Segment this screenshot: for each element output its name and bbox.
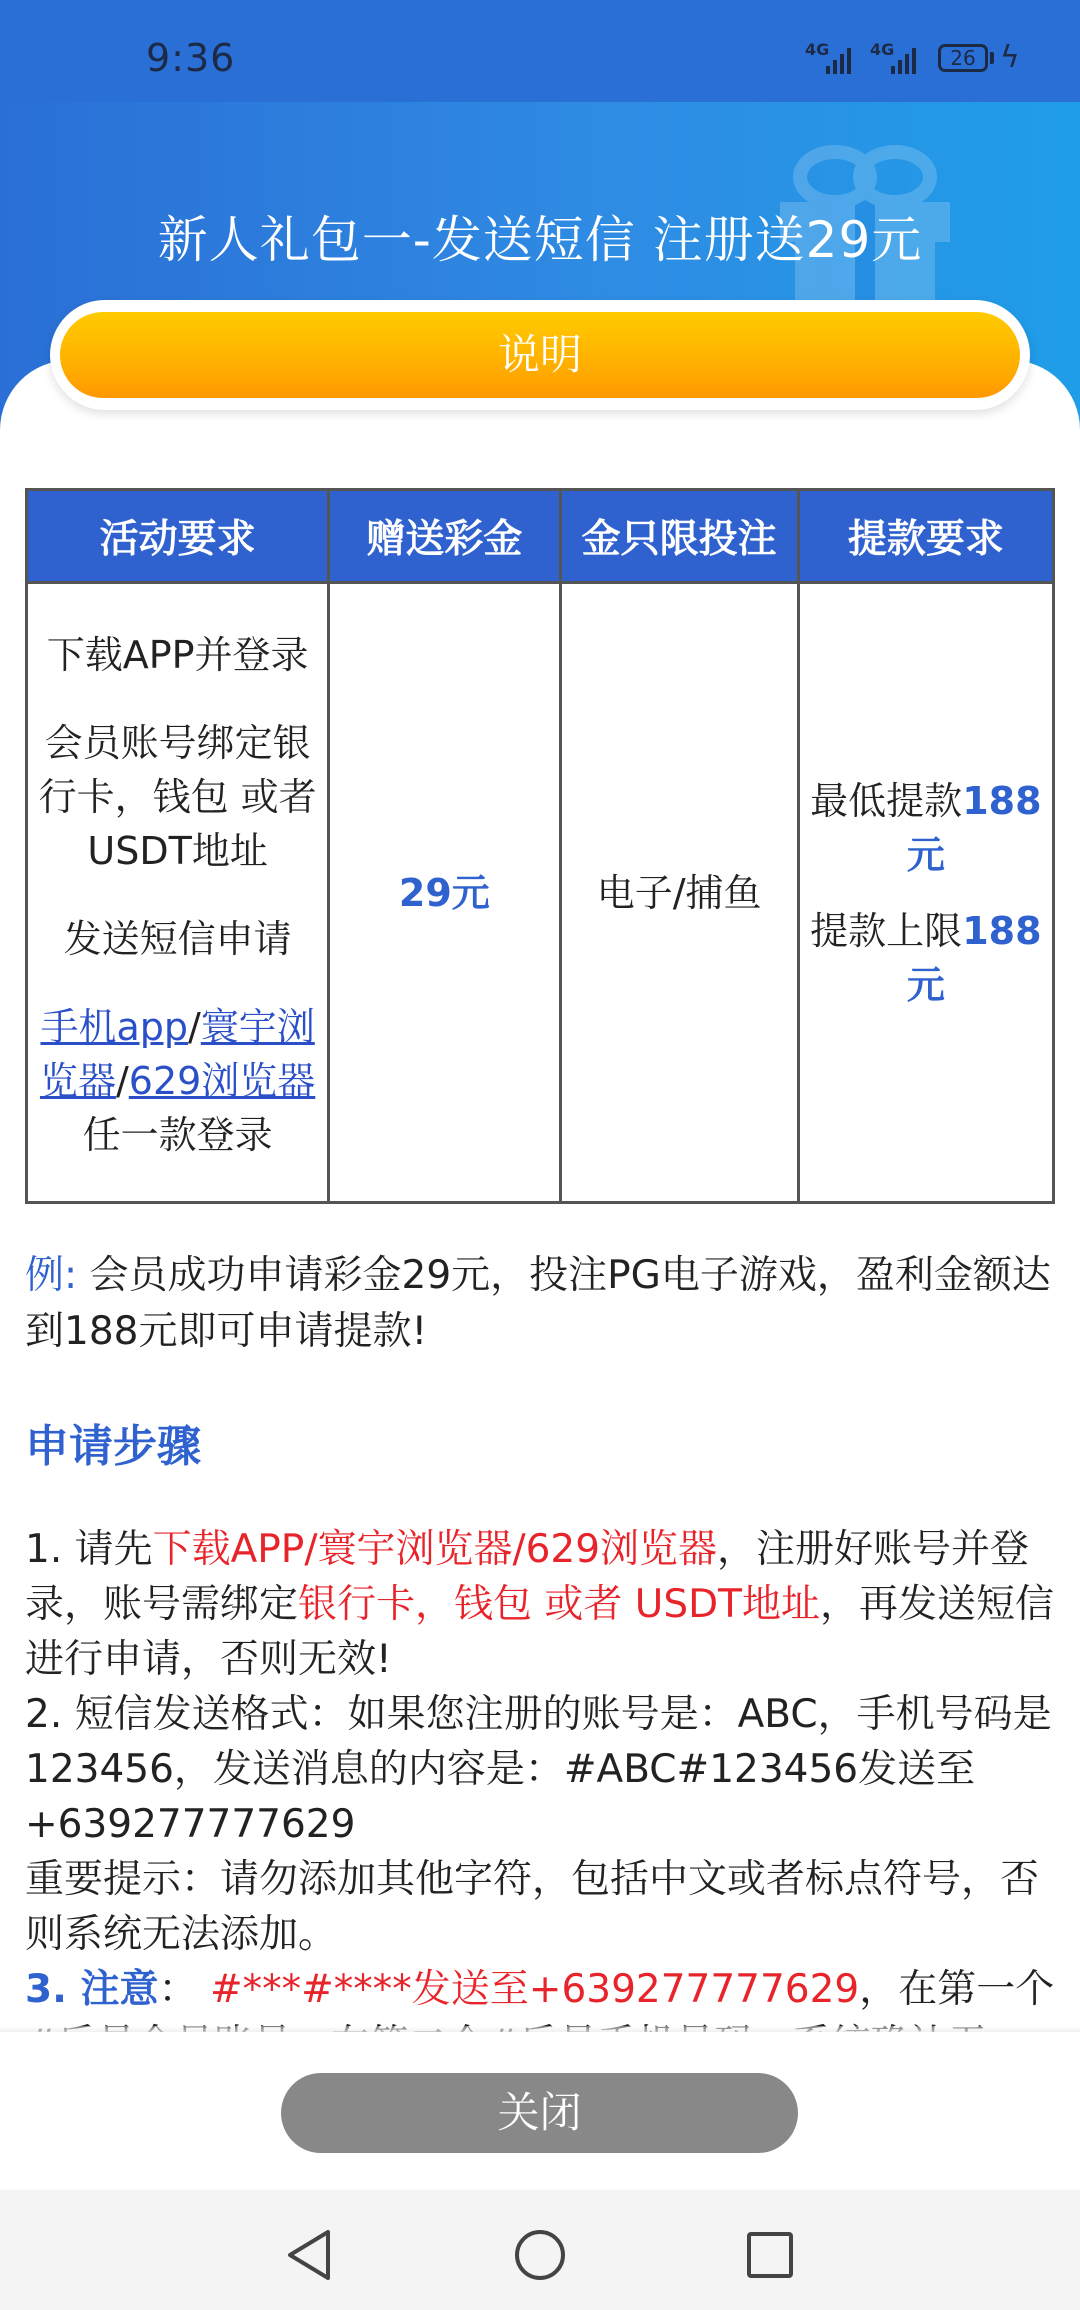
charging-icon: ϟ xyxy=(1000,40,1020,75)
example-body: 会员成功申请彩金29元，投注PG电子游戏，盈利金额达到188元即可申请提款! xyxy=(25,1253,1051,1354)
header-bonus: 赠送彩金 xyxy=(329,490,560,583)
signal-bars-icon xyxy=(826,44,856,74)
home-icon[interactable] xyxy=(513,2228,567,2282)
example-text xyxy=(25,1248,1055,1360)
withdraw-min-label: 最低提款 xyxy=(810,778,963,823)
step-2: 2. 短信发送格式：如果您注册的账号是：ABC，手机号码是123456，发送消息的内容是：#ABC#123456发送至+639277777629 xyxy=(25,1692,1052,1847)
battery-tip xyxy=(990,52,994,64)
step-3-text: ，在第一个 xyxy=(859,1967,1055,2012)
step-3-highlight: #***#****发送至+639277777629 xyxy=(209,1967,860,2012)
table-row xyxy=(27,583,1054,1203)
header-withdraw: 提款要求 xyxy=(798,490,1053,583)
link-mobile-app[interactable]: 手机app xyxy=(40,1004,188,1049)
signal-label-2: 4G xyxy=(870,40,895,59)
step-1-text: ，注册好账号并登录，账号需绑定 xyxy=(25,1527,1030,1627)
withdraw-min-value: 188元 xyxy=(906,778,1042,877)
status-bar xyxy=(0,0,1080,102)
requirement-login xyxy=(32,1000,323,1162)
step-1 xyxy=(25,1522,1055,1687)
close-button[interactable]: 关闭 xyxy=(281,2073,798,2153)
step-3-colon: ： xyxy=(158,1967,198,2012)
withdraw-max-value: 188元 xyxy=(906,908,1042,1007)
header-activity: 活动要求 xyxy=(27,490,329,583)
battery-icon: 26 xyxy=(938,44,988,72)
bonus-cell: 29元 xyxy=(329,583,560,1203)
info-button[interactable]: 说明 xyxy=(60,312,1020,398)
step-1-text: 1. 请先 xyxy=(25,1527,153,1572)
separator: / xyxy=(115,1058,129,1103)
login-suffix: 任一款登录 xyxy=(82,1112,273,1157)
steps-body xyxy=(25,1522,1055,2072)
page-title: 新人礼包一-发送短信 注册送29元 xyxy=(157,211,923,269)
example-label: 例: xyxy=(25,1253,78,1298)
header-bet-limit: 金只限投注 xyxy=(560,490,798,583)
step-1-highlight: 下载APP/寰宇浏览器/629浏览器 xyxy=(152,1527,718,1572)
requirements-cell xyxy=(27,583,329,1203)
signal-bars-icon xyxy=(891,44,921,74)
table-header-row xyxy=(27,490,1054,583)
signal-label-1: 4G xyxy=(805,40,830,59)
link-629-browser[interactable]: 629浏览器 xyxy=(128,1058,316,1103)
status-time: 9:36 xyxy=(146,36,236,80)
step-1-highlight: 银行卡，钱包 或者 USDT地址 xyxy=(298,1582,820,1627)
link-huanyu-browser[interactable]: 寰宇浏览器 xyxy=(39,1004,315,1103)
step-1-text: ，再发送短信进行申请，否则无效! xyxy=(25,1582,1054,1682)
bet-limit-cell: 电子/捕鱼 xyxy=(560,583,798,1203)
step-3-label: 3. 注意 xyxy=(25,1967,159,2012)
back-icon[interactable] xyxy=(284,2228,334,2282)
withdraw-max xyxy=(804,904,1048,1012)
separator: / xyxy=(187,1004,201,1049)
steps-title: 申请步骤 xyxy=(25,1421,201,1472)
requirements-table xyxy=(25,488,1055,1204)
withdraw-min xyxy=(804,774,1048,882)
important-tip: 重要提示：请勿添加其他字符，包括中文或者标点符号，否则系统无法添加。 xyxy=(25,1857,1040,1957)
requirement-download: 下载APP并登录 xyxy=(46,632,309,677)
withdraw-cell xyxy=(798,583,1053,1203)
requirement-sms: 发送短信申请 xyxy=(63,916,292,961)
recent-apps-icon[interactable] xyxy=(745,2230,795,2280)
withdraw-max-label: 提款上限 xyxy=(810,908,963,953)
requirement-bind: 会员账号绑定银行卡，钱包 或者 USDT地址 xyxy=(38,720,317,873)
